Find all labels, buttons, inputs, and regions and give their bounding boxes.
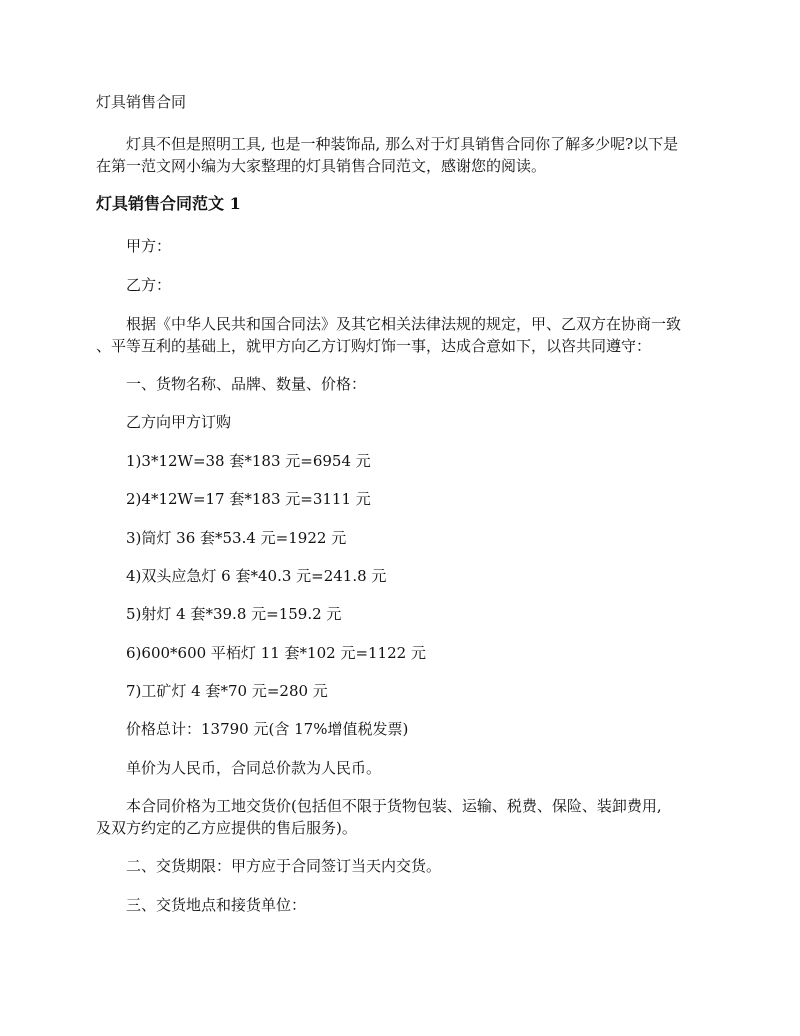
clause-1-heading: 一、货物名称、品牌、数量、价格：	[126, 375, 367, 393]
price-terms-line-1: 本合同价格为工地交货价(包括但不限于货物包装、运输、税费、保险、装卸费用,	[126, 797, 662, 815]
item-line: 6)600*600 平栢灯 11 套*102 元=1122 元	[126, 644, 426, 662]
item-line: 5)射灯 4 套*39.8 元=159.2 元	[126, 605, 342, 623]
intro-line-2: 在第一范文网小编为大家整理的灯具销售合同范文，感谢您的阅读。	[96, 157, 547, 175]
preamble-line-1: 根据《中华人民共和国合同法》及其它相关法律法规的规定，甲、乙双方在协商一致	[126, 315, 682, 333]
price-terms-line-2: 及双方约定的乙方应提供的售后服务)。	[96, 819, 357, 837]
intro-line-1: 灯具不但是照明工具, 也是一种装饰品, 那么对于灯具销售合同你了解多少呢?以下是	[126, 135, 679, 153]
order-line: 乙方向甲方订购	[126, 413, 232, 431]
item-line: 4)双头应急灯 6 套*40.3 元=241.8 元	[126, 567, 387, 585]
item-line: 3)筒灯 36 套*53.4 元=1922 元	[126, 529, 347, 547]
section-heading: 灯具销售合同范文 1	[96, 194, 241, 213]
price-total: 价格总计：13790 元(含 17%增值税发票)	[126, 720, 409, 738]
item-line: 2)4*12W=17 套*183 元=3111 元	[126, 490, 371, 508]
currency-note: 单价为人民币，合同总价款为人民币。	[126, 759, 382, 777]
clause-2: 二、交货期限：甲方应于合同签订当天内交货。	[126, 857, 442, 875]
document-title: 灯具销售合同	[96, 93, 187, 111]
party-a-label: 甲方：	[126, 237, 172, 255]
party-b-label: 乙方：	[126, 276, 172, 294]
item-line: 7)工矿灯 4 套*70 元=280 元	[126, 682, 328, 700]
item-line: 1)3*12W=38 套*183 元=6954 元	[126, 452, 371, 470]
clause-3: 三、交货地点和接货单位：	[126, 896, 307, 914]
preamble-line-2: 、平等互利的基础上，就甲方向乙方订购灯饰一事，达成合意如下，以咨共同遵守：	[96, 337, 652, 355]
